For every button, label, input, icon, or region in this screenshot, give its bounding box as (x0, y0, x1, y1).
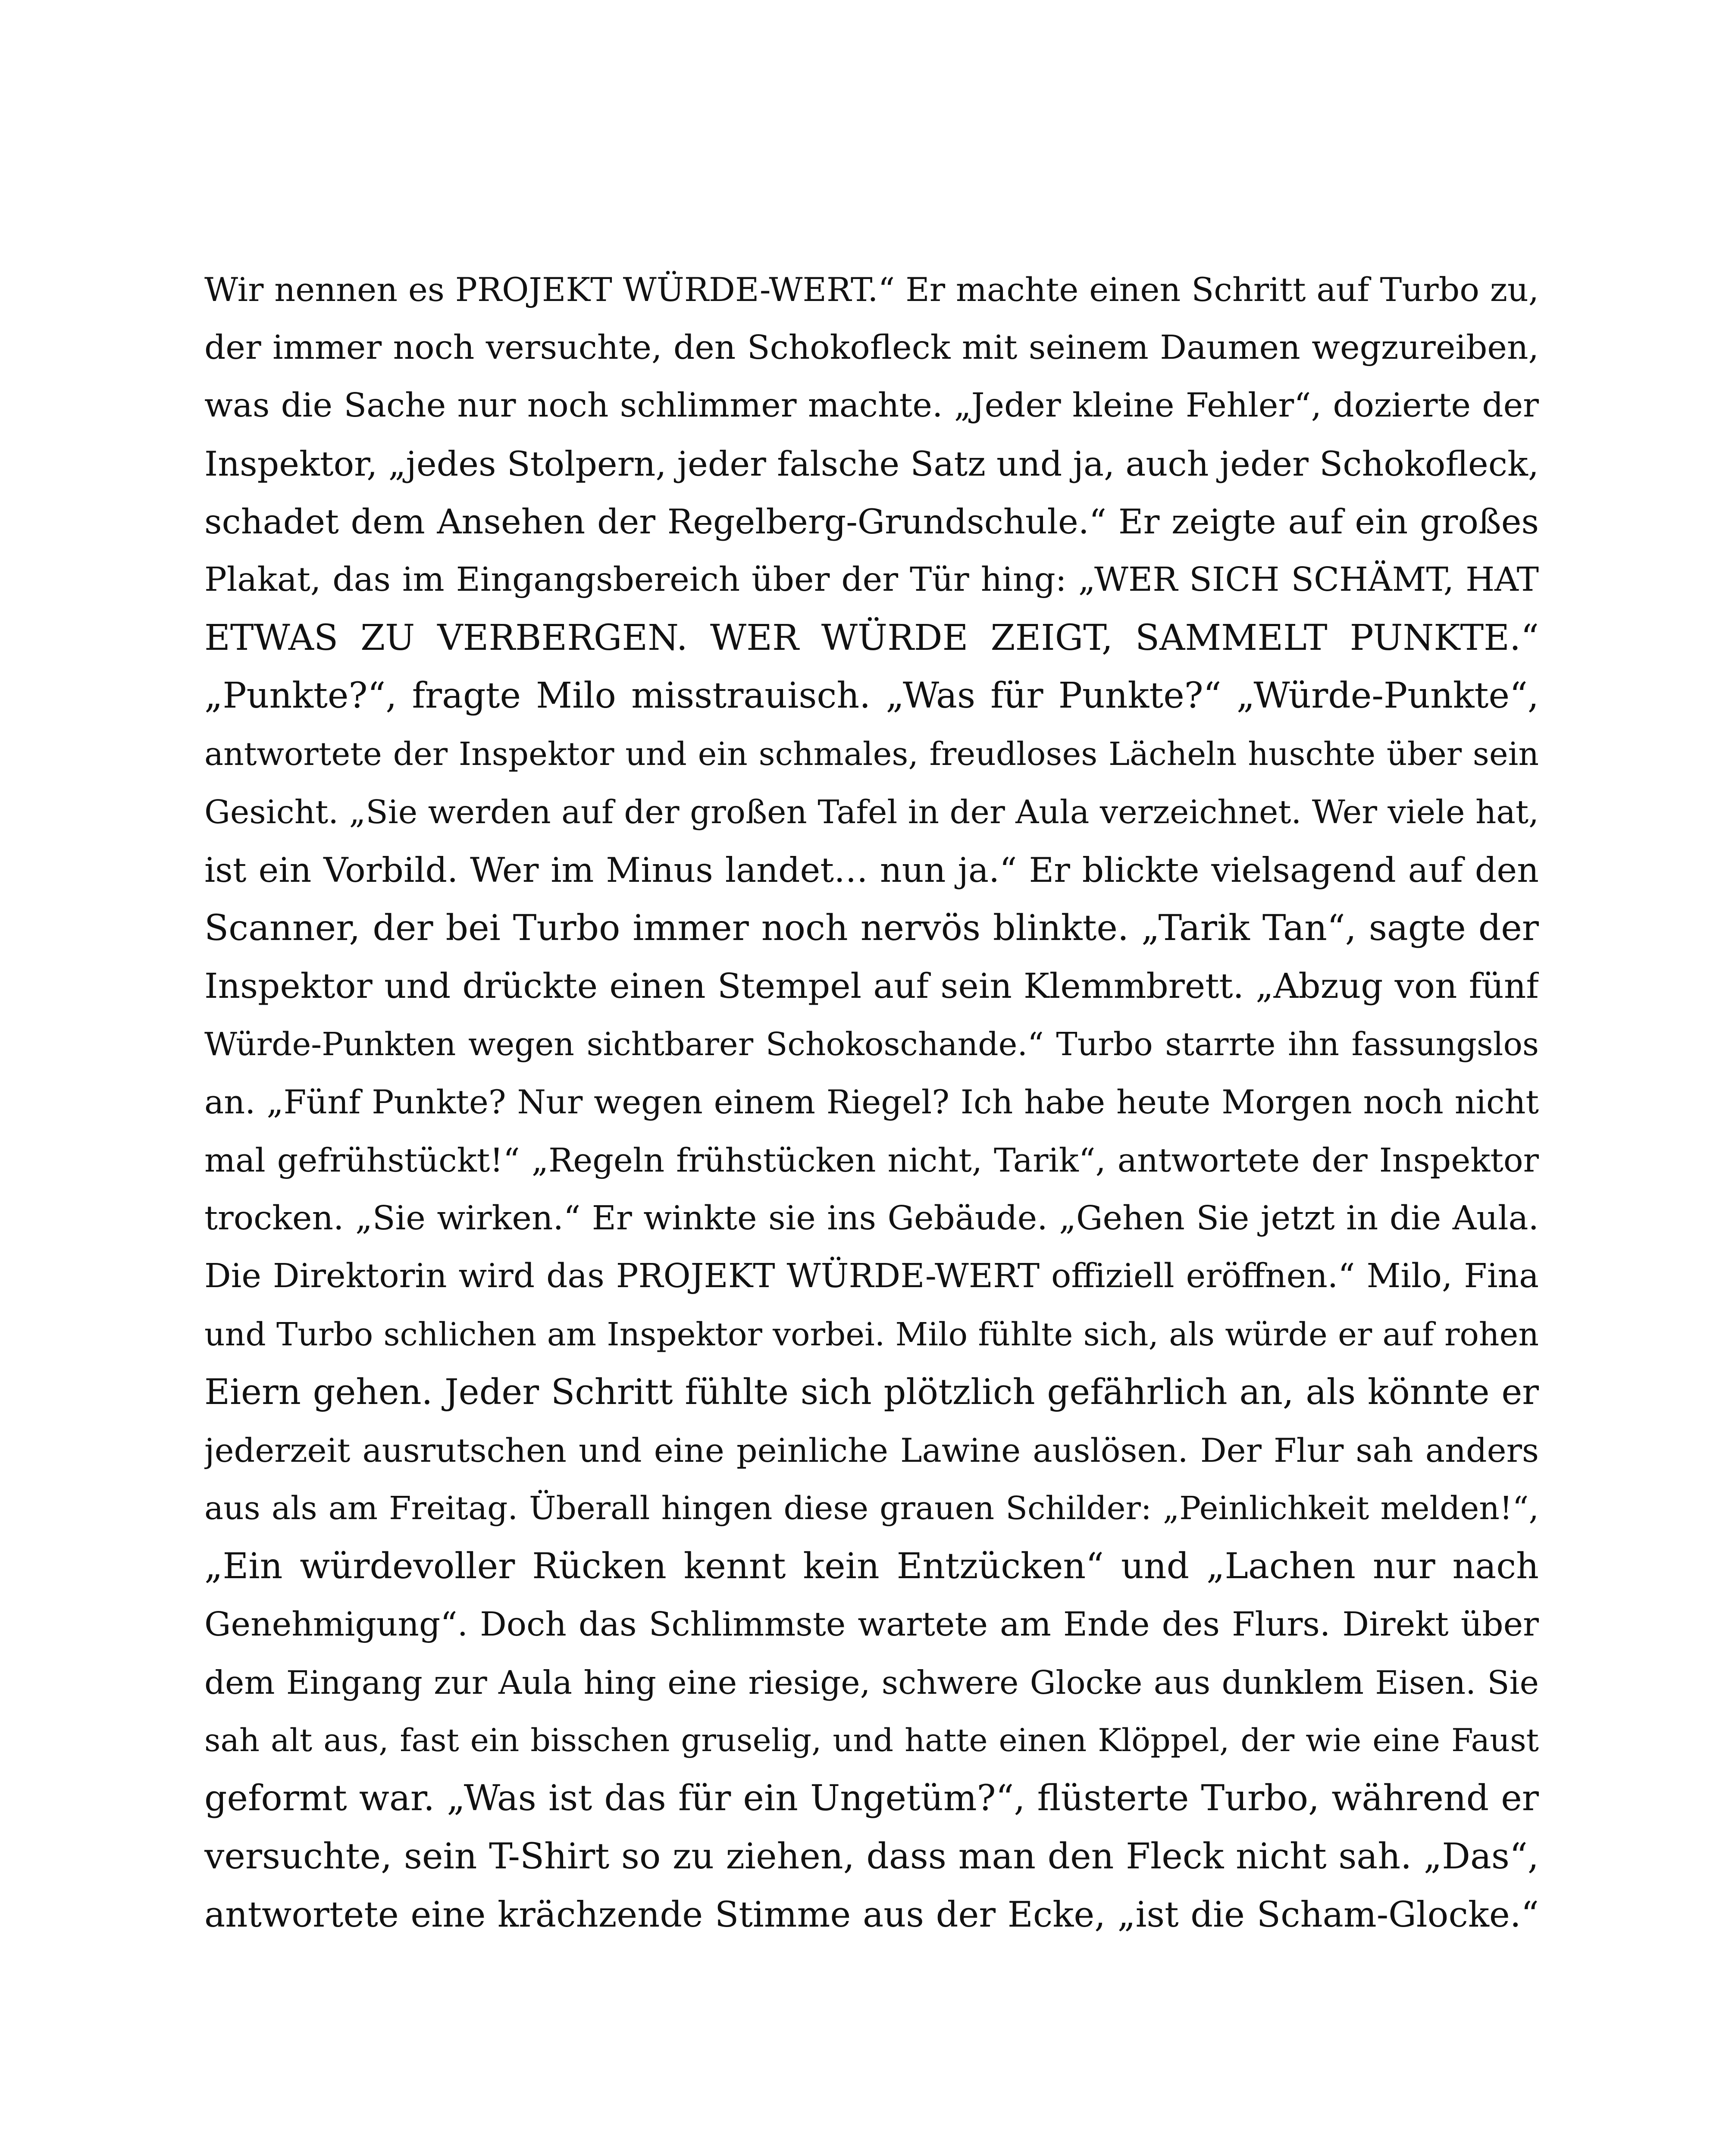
text-line: Wir nennen es PROJEKT WÜRDE-WERT.“ Er machte einen Schritt auf Turbo zu, (204, 270, 1539, 309)
text-line: antwortete eine krächzende Stimme aus der Ecke, „ist die Scham-Glocke.“ (204, 1894, 1539, 1935)
text-line: Plakat, das im Eingangsbereich über der Tür hing: „WER SICH SCHÄMT, HAT (204, 560, 1539, 599)
text-line: versuchte, sein T-Shirt so zu ziehen, dass man den Fleck nicht sah. „Das“, (204, 1836, 1539, 1877)
text-line: „Punkte?“, fragte Milo misstrauisch. „Was für Punkte?“ „Würde-Punkte“, (204, 675, 1539, 717)
text-line: sah alt aus, fast ein bisschen gruselig, und hatte einen Klöppel, der wie eine Faust (204, 1722, 1539, 1759)
text-line: ETWAS ZU VERBERGEN. WER WÜRDE ZEIGT, SAMMELT PUNKTE.“ (204, 617, 1539, 658)
text-line: Die Direktorin wird das PROJEKT WÜRDE-WERT offiziell eröffnen.“ Milo, Fina (204, 1257, 1539, 1296)
text-line: antwortete der Inspektor und ein schmales, freudloses Lächeln huschte über sein (204, 735, 1539, 773)
text-line: schadet dem Ansehen der Regelberg-Grundschule.“ Er zeigte auf ein großes (204, 502, 1539, 542)
text-line: und Turbo schlichen am Inspektor vorbei. Milo fühlte sich, als würde er auf rohen (204, 1316, 1539, 1353)
text-line: Eiern gehen. Jeder Schritt fühlte sich plötzlich gefährlich an, als könnte er (204, 1372, 1539, 1413)
text-line: der immer noch versuchte, den Schokofleck mit seinem Daumen wegzureiben, (204, 328, 1539, 367)
text-line: Genehmigung“. Doch das Schlimmste wartete am Ende des Flurs. Direkt über (204, 1605, 1539, 1644)
text-line: an. „Fünf Punkte? Nur wegen einem Riegel? Ich habe heute Morgen noch nicht (204, 1083, 1539, 1122)
text-line: Inspektor, „jedes Stolpern, jeder falsche Satz und ja, auch jeder Schokofleck, (204, 444, 1539, 484)
text-line: jederzeit ausrutschen und eine peinliche Lawine auslösen. Der Flur sah anders (204, 1431, 1539, 1470)
text-line: was die Sache nur noch schlimmer machte. „Jeder kleine Fehler“, dozierte der (204, 386, 1539, 425)
text-line: dem Eingang zur Aula hing eine riesige, schwere Glocke aus dunklem Eisen. Sie (204, 1664, 1539, 1702)
text-line: geformt war. „Was ist das für ein Ungetüm?“, flüsterte Turbo, während er (204, 1778, 1539, 1819)
text-line: „Ein würdevoller Rücken kennt kein Entzücken“ und „Lachen nur nach (204, 1546, 1539, 1587)
text-line: aus als am Freitag. Überall hingen diese grauen Schilder: „Peinlichkeit melden!“, (204, 1490, 1539, 1527)
text-line: Scanner, der bei Turbo immer noch nervös blinkte. „Tarik Tan“, sagte der (204, 907, 1539, 949)
body-text (204, 261, 1539, 1944)
text-line: Gesicht. „Sie werden auf der großen Tafel in der Aula verzeichnet. Wer viele hat, (204, 793, 1539, 831)
text-line: Inspektor und drückte einen Stempel auf sein Klemmbrett. „Abzug von fünf (204, 966, 1539, 1006)
text-line: trocken. „Sie wirken.“ Er winkte sie ins Gebäude. „Gehen Sie jetzt in die Aula. (204, 1199, 1539, 1238)
text-line: ist ein Vorbild. Wer im Minus landet… nun ja.“ Er blickte vielsagend auf den (204, 850, 1539, 890)
text-line: mal gefrühstückt!“ „Regeln frühstücken nicht, Tarik“, antwortete der Inspektor (204, 1141, 1539, 1179)
text-line: Würde-Punkten wegen sichtbarer Schokoschande.“ Turbo starrte ihn fassungslos (204, 1025, 1539, 1063)
